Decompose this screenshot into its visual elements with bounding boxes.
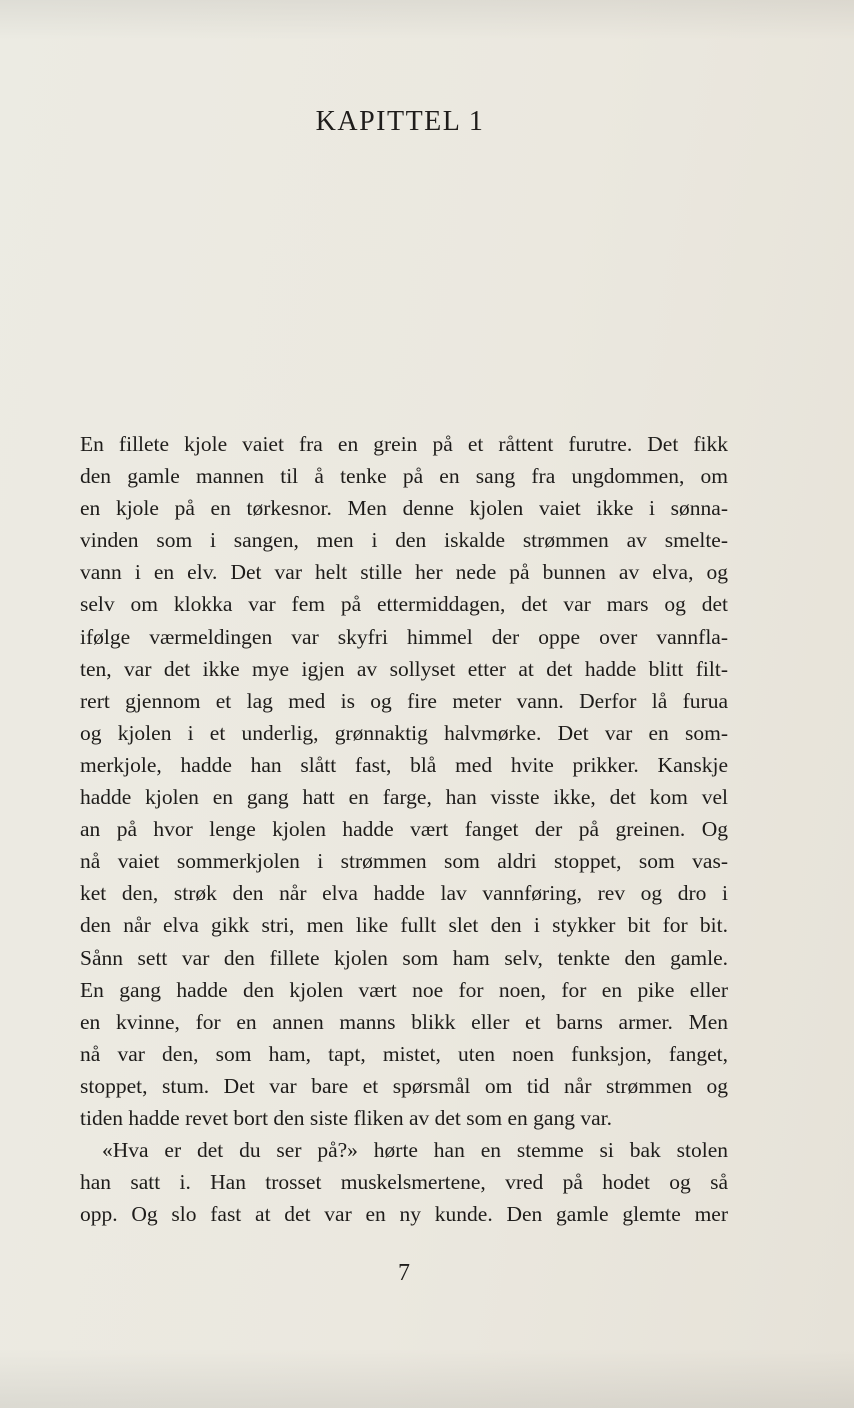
text-line: rert gjennom et lag med is og fire meter vann. Derfor lå furua <box>80 688 728 713</box>
text-line: ket den, strøk den når elva hadde lav vannføring, rev og dro i <box>80 881 728 906</box>
page-number: 7 <box>398 1260 410 1286</box>
text-line: Sånn sett var den fillete kjolen som ham selv, tenkte den gamle. <box>80 945 728 970</box>
text-line: merkjole, hadde han slått fast, blå med hvite prikker. Kanskje <box>80 752 728 777</box>
text-line: en kjole på en tørkesnor. Men denne kjolen vaiet ikke i sønna- <box>80 496 728 521</box>
page-top-shadow <box>0 0 854 40</box>
text-line: selv om klokka var fem på ettermiddagen, det var mars og det <box>80 592 728 617</box>
text-line: ten, var det ikke mye igjen av sollyset etter at det hadde blitt filt- <box>80 656 728 681</box>
text-line: nå vaiet sommerkjolen i strømmen som aldri stoppet, som vas- <box>80 849 728 874</box>
chapter-title: KAPITTEL 1 <box>315 106 485 137</box>
text-line: stoppet, stum. Det var bare et spørsmål om tid når strømmen og <box>80 1073 728 1098</box>
text-line: ifølge værmeldingen var skyfri himmel der oppe over vannfla- <box>80 624 728 649</box>
body-text <box>80 428 728 1230</box>
text-line: den gamle mannen til å tenke på en sang fra ungdommen, om <box>80 464 728 489</box>
text-line: en kvinne, for en annen manns blikk eller et barns armer. Men <box>80 1009 728 1034</box>
text-line: han satt i. Han trosset muskelsmertene, vred på hodet og så <box>80 1170 728 1195</box>
paragraph-2 <box>80 1134 728 1230</box>
text-line: og kjolen i et underlig, grønnaktig halvmørke. Det var en som- <box>80 720 728 745</box>
paragraph-1 <box>80 428 728 1134</box>
text-line: vinden som i sangen, men i den iskalde strømmen av smelte- <box>80 528 728 553</box>
text-line: En gang hadde den kjolen vært noe for noen, for en pike eller <box>80 977 728 1002</box>
text-line: opp. Og slo fast at det var en ny kunde. Den gamle glemte mer <box>80 1202 728 1227</box>
text-line: En fillete kjole vaiet fra en grein på et råttent furutre. Det fikk <box>80 432 728 456</box>
text-line: den når elva gikk stri, men like fullt slet den i stykker bit for bit. <box>80 913 728 938</box>
text-line: nå var den, som ham, tapt, mistet, uten noen funksjon, fanget, <box>80 1041 728 1066</box>
text-line: hadde kjolen en gang hatt en farge, han visste ikke, det kom vel <box>80 785 728 810</box>
text-line: «Hva er det du ser på?» hørte han en stemme si bak stolen <box>102 1138 728 1163</box>
page-bottom-shadow <box>0 1348 854 1408</box>
text-line: an på hvor lenge kjolen hadde vært fanget der på greinen. Og <box>80 817 728 842</box>
text-line: vann i en elv. Det var helt stille her nede på bunnen av elva, og <box>80 560 728 585</box>
text-line: tiden hadde revet bort den siste fliken av det som en gang var. <box>80 1105 612 1130</box>
